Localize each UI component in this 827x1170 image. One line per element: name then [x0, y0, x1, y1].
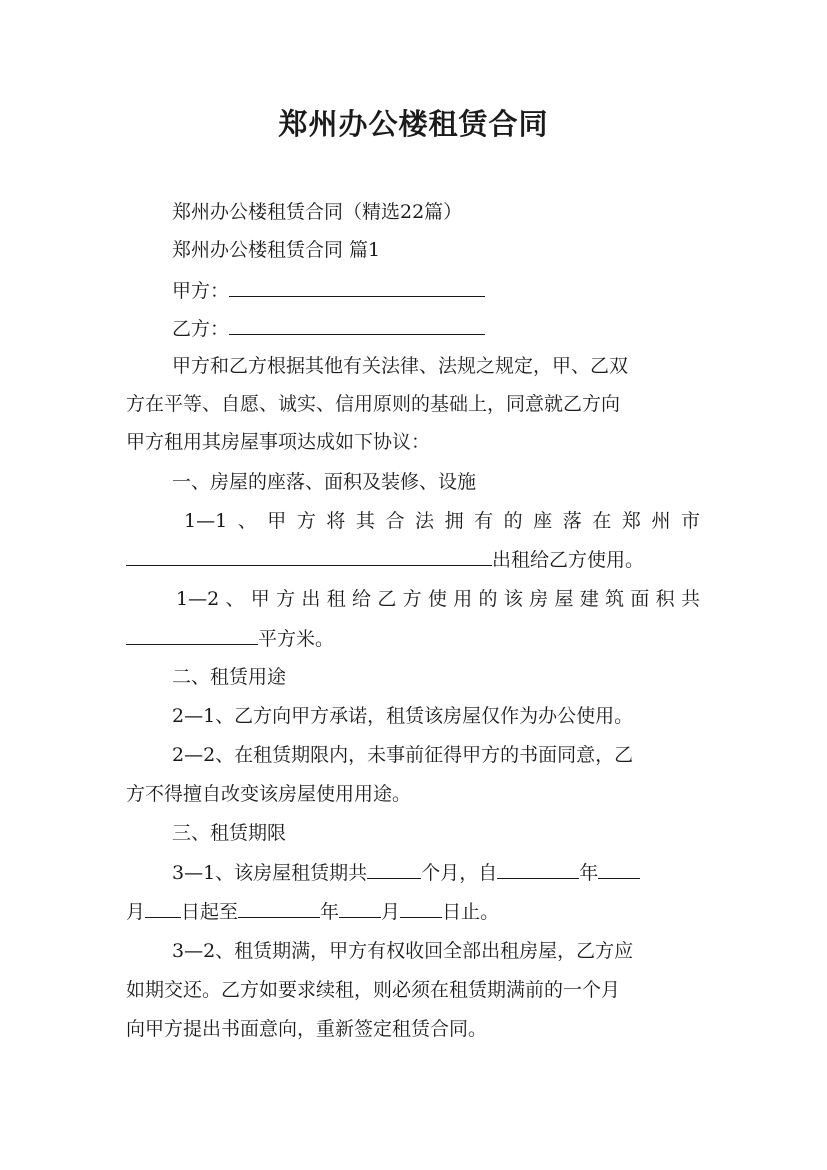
clause-1-2-suffix: 平方米。 — [258, 628, 335, 650]
party-a-line — [172, 276, 485, 305]
start-month-blank — [598, 858, 640, 879]
clause-2-2-line-2: 方不得擅自改变该房屋使用用途。 — [126, 783, 412, 805]
party-a-label: 甲方： — [172, 280, 230, 302]
clause-1-1-suffix: 出租给乙方使用。 — [492, 549, 645, 571]
party-b-line — [172, 314, 485, 343]
section-heading: 郑州办公楼租赁合同 篇1 — [172, 239, 381, 261]
location-blank — [126, 545, 492, 566]
section-3-heading: 三、租赁期限 — [172, 822, 287, 844]
start-day-blank — [145, 897, 181, 918]
clause-1-2-line-1: 1—2、甲方出租给乙方使用的该房屋建筑面积共 — [176, 588, 700, 610]
clause-3-1-line-2 — [126, 897, 499, 926]
clause-3-1-text-g: 月 — [381, 901, 401, 923]
clause-3-1-text-a: 3—1、该房屋租赁期共 — [172, 862, 368, 884]
clause-3-1-text-d: 月 — [126, 901, 146, 923]
clause-2-2-line-1: 2—2、在租赁期限内，未事前征得甲方的书面同意，乙 — [172, 744, 634, 766]
clause-1-2-line-2 — [126, 624, 334, 653]
intro-line-3: 甲方租用其房屋事项达成如下协议： — [126, 431, 431, 453]
start-year-blank — [497, 858, 579, 879]
intro-line-2: 方在平等、自愿、诚实、信用原则的基础上，同意就乙方向 — [126, 393, 621, 415]
section-1-heading: 一、房屋的座落、面积及装修、设施 — [172, 471, 477, 493]
clause-3-2-line-3: 向甲方提出书面意向，重新签定租赁合同。 — [126, 1018, 488, 1040]
party-b-blank — [229, 314, 485, 335]
clause-3-1-text-c: 年 — [579, 862, 599, 884]
clause-3-1-text-b: 个月，自 — [421, 862, 498, 884]
end-day-blank — [400, 897, 442, 918]
area-blank — [126, 624, 258, 645]
clause-3-1-text-f: 年 — [320, 901, 340, 923]
clause-1-1-line-1: 1—1、甲方将其合法拥有的座落在郑州市 — [184, 510, 700, 532]
clause-3-1-text-e: 日起至 — [181, 901, 239, 923]
party-b-label: 乙方： — [172, 318, 230, 340]
intro-line-1: 甲方和乙方根据其他有关法律、法规之规定，甲、乙双 — [172, 355, 629, 377]
end-month-blank — [339, 897, 381, 918]
months-blank — [367, 858, 421, 879]
clause-3-1-line-1 — [172, 858, 640, 887]
clause-2-1: 2—1、乙方向甲方承诺，租赁该房屋仅作为办公使用。 — [172, 705, 634, 727]
clause-3-2-line-1: 3—2、租赁期满，甲方有权收回全部出租房屋，乙方应 — [172, 940, 634, 962]
end-year-blank — [238, 897, 320, 918]
party-a-blank — [229, 276, 485, 297]
clause-3-2-line-2: 如期交还。乙方如要求续租，则必须在租赁期满前的一个月 — [126, 979, 621, 1001]
document-subtitle: 郑州办公楼租赁合同（精选22篇） — [172, 201, 463, 223]
clause-3-1-text-h: 日止。 — [442, 901, 500, 923]
section-2-heading: 二、租赁用途 — [172, 666, 287, 688]
clause-1-1-line-2 — [126, 545, 644, 574]
document-title: 郑州办公楼租赁合同 — [278, 107, 549, 141]
